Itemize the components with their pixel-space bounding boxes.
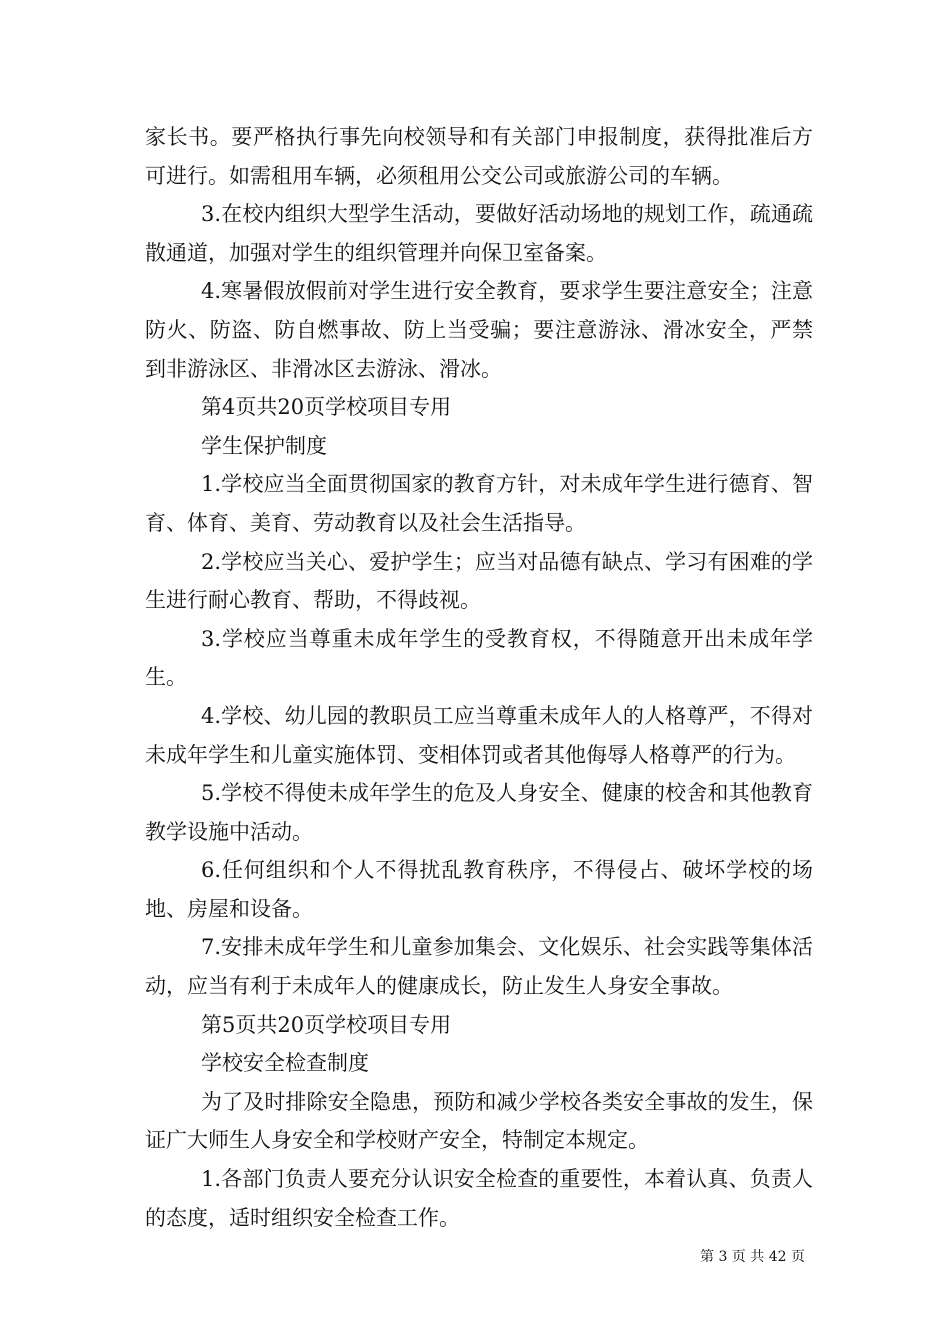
section-heading-student-protection: 学生保护制度 <box>201 433 327 458</box>
paragraph-10: 5.学校不得使未成年学生的危及人身安全、健康的校舍和其他教育教学设施中活动。 <box>145 781 813 844</box>
paragraph-11: 6.任何组织和个人不得扰乱教育秩序，不得侵占、破坏学校的场地、房屋和设备。 <box>145 858 813 921</box>
paragraph-15: 为了及时排除安全隐患，预防和减少学校各类安全事故的发生，保证广大师生人身安全和学校财产安全，特制定本规定。 <box>145 1089 813 1153</box>
paragraph-16: 1.各部门负责人要充分认识安全检查的重要性，本着认真、负责人的态度，适时组织安全检查工作。 <box>145 1167 813 1230</box>
paragraph-6: 1.学校应当全面贯彻国家的教育方针，对未成年学生进行德育、智育、体育、美育、劳动教育以及社会生活指导。 <box>145 472 813 535</box>
paragraph-8: 3.学校应当尊重未成年学生的受教育权，不得随意开出未成年学生。 <box>145 626 813 690</box>
page-marker-4: 第4页共20页学校项目专用 <box>201 395 452 420</box>
paragraph-9: 4.学校、幼儿园的教职员工应当尊重未成年人的人格尊严，不得对未成年学生和儿童实施体罚、变相体罚或者其他侮辱人格尊严的行为。 <box>145 703 813 767</box>
page-marker-5: 第5页共20页学校项目专用 <box>201 1012 452 1037</box>
paragraph-1: 家长书。要严格执行事先向校领导和有关部门申报制度，获得批准后方可进行。如需租用车辆，必须租用公交公司或旅游公司的车辆。 <box>145 125 813 188</box>
paragraph-12: 7.安排未成年学生和儿童参加集会、文化娱乐、社会实践等集体活动，应当有利于未成年人的健康成长，防止发生人身安全事故。 <box>145 935 813 999</box>
page-number-footer: 第 3 页 共 42 页 <box>700 1249 805 1265</box>
paragraph-3: 4.寒暑假放假前对学生进行安全教育，要求学生要注意安全；注意防火、防盗、防自燃事故、防上当受骗；要注意游泳、滑冰安全，严禁到非游泳区、非滑冰区去游泳、滑冰。 <box>145 279 813 381</box>
paragraph-2: 3.在校内组织大型学生活动，要做好活动场地的规划工作，疏通疏散通道，加强对学生的组织管理并向保卫室备案。 <box>145 202 813 265</box>
document-body <box>145 118 813 1237</box>
paragraph-7: 2.学校应当关心、爱护学生；应当对品德有缺点、学习有困难的学生进行耐心教育、帮助，不得歧视。 <box>145 549 813 613</box>
section-heading-safety-inspection: 学校安全检查制度 <box>201 1051 369 1076</box>
